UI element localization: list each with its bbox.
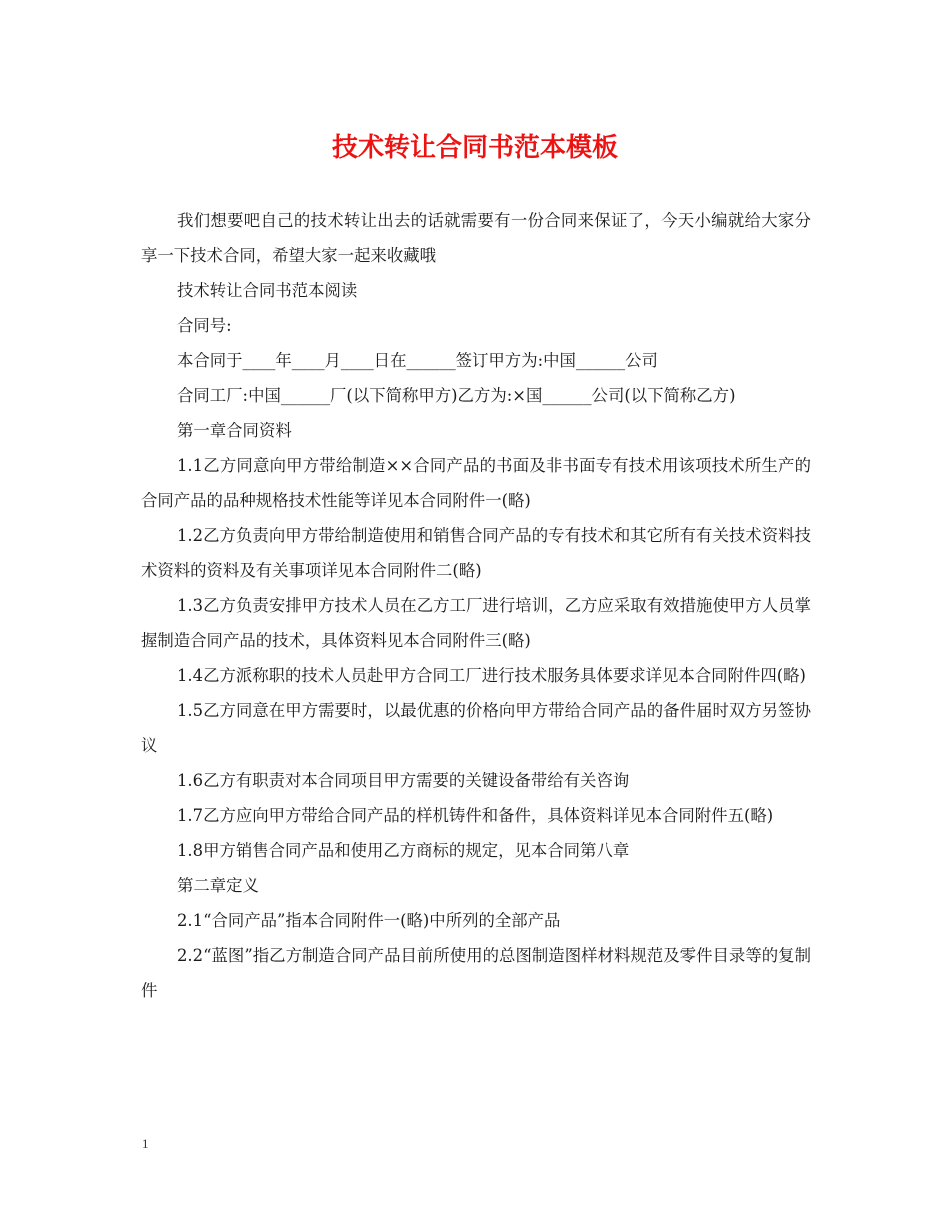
paragraph-parties: 合同工厂:中国______厂(以下简称甲方)乙方为:×国______公司(以下简称乙方)	[177, 386, 736, 405]
chapter-heading-1: 第一章合同资料	[177, 421, 292, 440]
clause-1-3: 1.3乙方负责安排甲方技术人员在乙方工厂进行培训，乙方应采取有效措施使甲方人员掌握制造合同产品的技术，具体资料见本合同附件三(略)	[141, 596, 811, 650]
clause-1-6: 1.6乙方有职责对本合同项目甲方需要的关键设备带给有关咨询	[177, 771, 630, 790]
clause-1-4: 1.4乙方派称职的技术人员赴甲方合同工厂进行技术服务具体要求详见本合同附件四(略)	[177, 666, 806, 685]
clause-1-1: 1.1乙方同意向甲方带给制造××合同产品的书面及非书面专有技术用该项技术所生产的合同产品的品种规格技术性能等详见本合同附件一(略)	[141, 456, 811, 510]
paragraph-subtitle: 技术转让合同书范本阅读	[177, 281, 358, 300]
paragraph-contract-number: 合同号:	[177, 316, 232, 335]
clause-2-1: 2.1“合同产品”指本合同附件一(略)中所列的全部产品	[177, 911, 561, 930]
chapter-heading-2: 第二章定义	[177, 876, 259, 895]
clause-2-2: 2.2“蓝图”指乙方制造合同产品目前所使用的总图制造图样材料规范及零件目录等的复制件	[141, 946, 811, 1000]
paragraph-intro: 我们想要吧自己的技术转让出去的话就需要有一份合同来保证了，今天小编就给大家分享一下技术合同，希望大家一起来收藏哦	[141, 211, 811, 265]
document-body	[141, 203, 811, 1008]
clause-1-8: 1.8甲方销售合同产品和使用乙方商标的规定，见本合同第八章	[177, 841, 630, 860]
clause-1-7: 1.7乙方应向甲方带给合同产品的样机铸件和备件，具体资料详见本合同附件五(略)	[177, 806, 774, 825]
paragraph-signing-date: 本合同于____年____月____日在______签订甲方为:中国______公司	[177, 351, 658, 370]
page-number: 1	[142, 1136, 149, 1151]
clause-1-5: 1.5乙方同意在甲方需要时，以最优惠的价格向甲方带给合同产品的备件届时双方另签协议	[141, 701, 811, 755]
document-title: 技术转让合同书范本模板	[331, 133, 618, 163]
clause-1-2: 1.2乙方负责向甲方带给制造使用和销售合同产品的专有技术和其它所有有关技术资料技术资料的资料及有关事项详见本合同附件二(略)	[141, 526, 811, 580]
